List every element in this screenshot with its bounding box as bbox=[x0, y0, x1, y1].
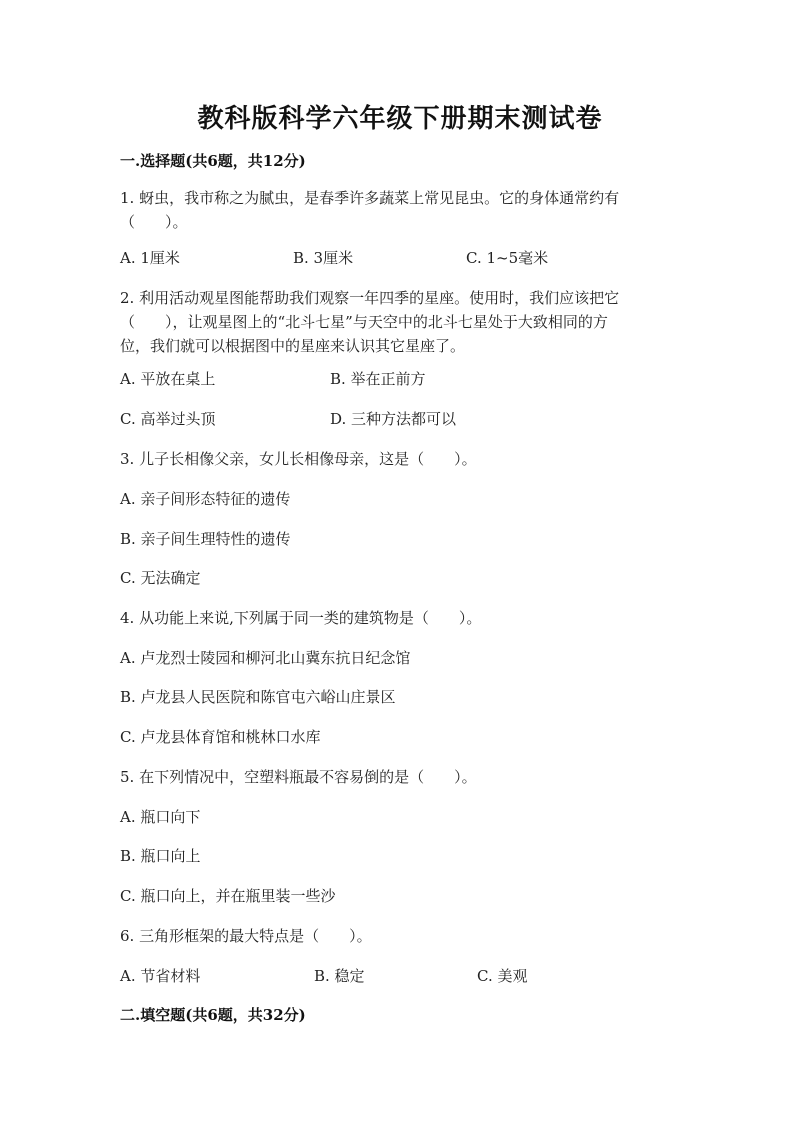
option-a: A. 亲子间形态特征的遗传 bbox=[120, 490, 291, 508]
option-b: B. 瓶口向上 bbox=[120, 847, 201, 865]
option-c: C. 卢龙县体育馆和桃林口水库 bbox=[120, 728, 321, 746]
question-1 bbox=[120, 186, 690, 234]
option-a: A. 瓶口向下 bbox=[120, 808, 201, 826]
question-text-line: （ ）。 bbox=[120, 213, 188, 231]
option-c: C. 1~5毫米 bbox=[466, 249, 549, 267]
question-text-line: （ ），让观星图上的“北斗七星”与天空中的北斗七星处于大致相同的方 bbox=[120, 313, 608, 331]
question-text-line: 4. 从功能上来说,下列属于同一类的建筑物是（ ）。 bbox=[120, 609, 482, 627]
page-title: 教科版科学六年级下册期末测试卷 bbox=[197, 104, 603, 134]
option-b: B. 3厘米 bbox=[293, 249, 354, 267]
section-heading-choice: 一.选择题(共6题，共12分) bbox=[120, 152, 306, 170]
option-a: A. 平放在桌上 bbox=[120, 370, 216, 388]
option-b: B. 举在正前方 bbox=[330, 370, 426, 388]
question-text-line: 5. 在下列情况中，空塑料瓶最不容易倒的是（ ）。 bbox=[120, 768, 477, 786]
question-3 bbox=[120, 447, 690, 471]
question-text-line: 1. 蚜虫，我市称之为腻虫，是春季许多蔬菜上常见昆虫。它的身体通常约有 bbox=[120, 189, 620, 207]
option-c: C. 瓶口向上，并在瓶里装一些沙 bbox=[120, 887, 336, 905]
option-c: C. 美观 bbox=[477, 967, 528, 985]
question-text-line: 2. 利用活动观星图能帮助我们观察一年四季的星座。使用时，我们应该把它 bbox=[120, 289, 620, 307]
question-text-line: 3. 儿子长相像父亲，女儿长相像母亲，这是（ ）。 bbox=[120, 450, 477, 468]
option-a: A. 节省材料 bbox=[120, 967, 201, 985]
question-text-line: 位，我们就可以根据图中的星座来认识其它星座了。 bbox=[120, 337, 466, 355]
option-a: A. 卢龙烈士陵园和柳河北山冀东抗日纪念馆 bbox=[120, 649, 411, 667]
section-heading-fill-blank: 二.填空题(共6题，共32分) bbox=[120, 1006, 306, 1024]
option-a: A. 1厘米 bbox=[120, 249, 180, 267]
question-5 bbox=[120, 765, 690, 789]
option-d: D. 三种方法都可以 bbox=[330, 410, 457, 428]
question-2 bbox=[120, 286, 690, 358]
option-b: B. 稳定 bbox=[314, 967, 365, 985]
question-text-line: 6. 三角形框架的最大特点是（ ）。 bbox=[120, 927, 372, 945]
option-b: B. 卢龙县人民医院和陈官屯六峪山庄景区 bbox=[120, 688, 396, 706]
option-c: C. 无法确定 bbox=[120, 569, 201, 587]
question-4 bbox=[120, 606, 690, 630]
question-6 bbox=[120, 924, 690, 948]
option-c: C. 高举过头顶 bbox=[120, 410, 216, 428]
option-b: B. 亲子间生理特性的遗传 bbox=[120, 530, 291, 548]
